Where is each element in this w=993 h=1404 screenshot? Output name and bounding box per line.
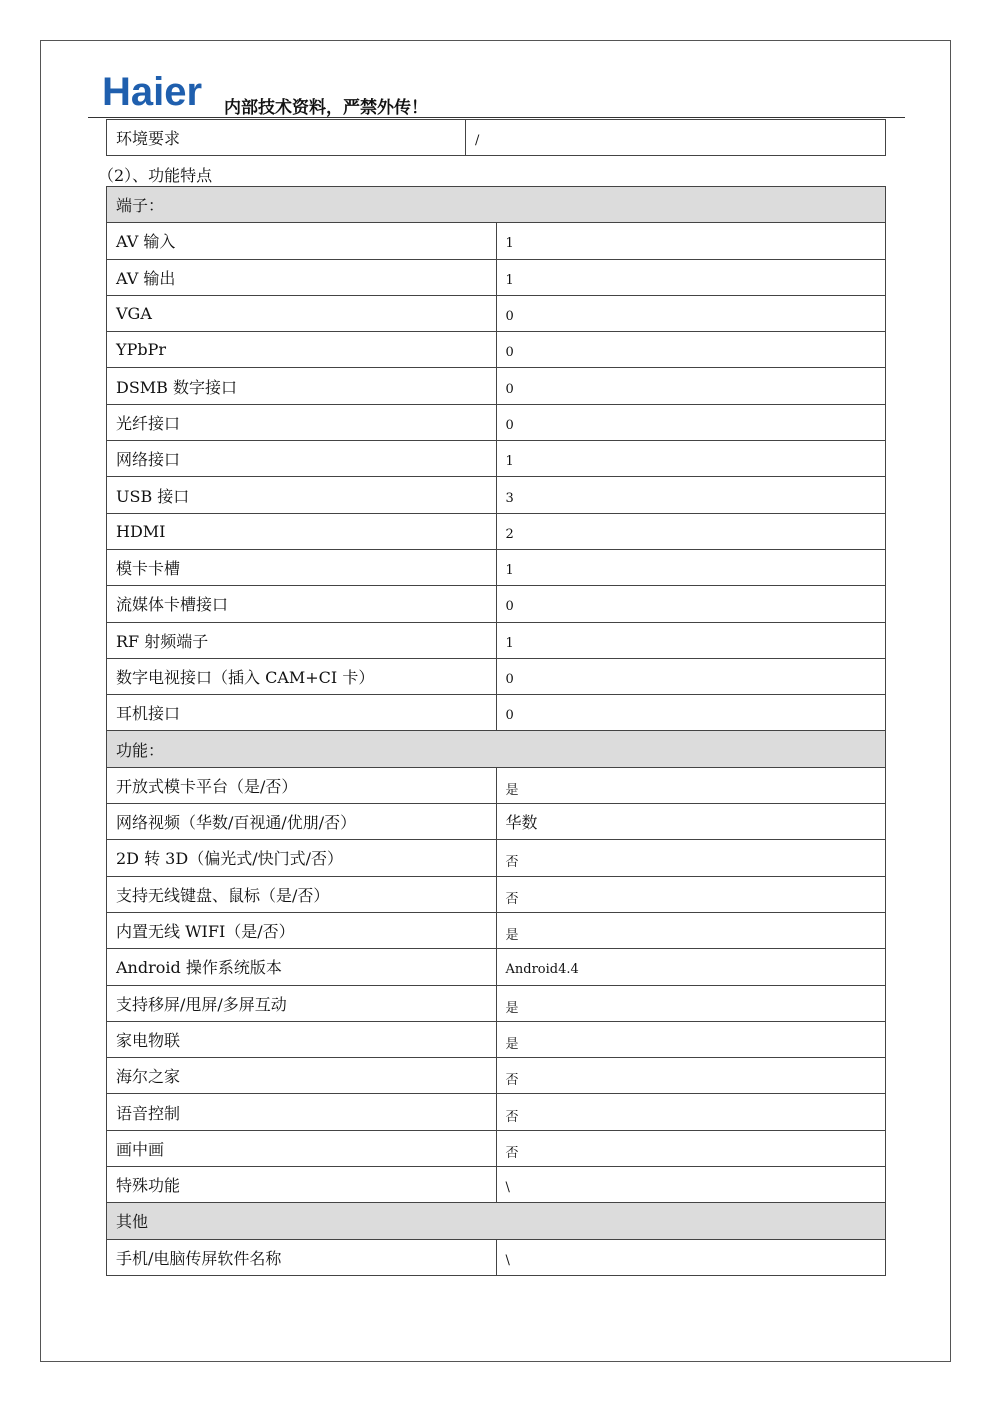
table-row bbox=[107, 767, 886, 803]
row-value: 1 bbox=[496, 223, 886, 259]
row-label: 流媒体卡槽接口 bbox=[107, 586, 497, 622]
group-title: 端子： bbox=[107, 187, 886, 223]
row-label: 模卡卡槽 bbox=[107, 549, 497, 585]
table-row bbox=[107, 876, 886, 912]
row-label: 耳机接口 bbox=[107, 695, 497, 731]
row-label: 2D 转 3D（偏光式/快门式/否） bbox=[107, 840, 497, 876]
table-row bbox=[107, 332, 886, 368]
haier-logo-text: Haier bbox=[102, 72, 203, 112]
row-value: 3 bbox=[496, 477, 886, 513]
row-value: \ bbox=[496, 1239, 886, 1275]
table-row bbox=[107, 223, 886, 259]
row-value: 是 bbox=[496, 1021, 886, 1057]
table-row bbox=[107, 477, 886, 513]
confidential-note: 内部技术资料，严禁外传！ bbox=[224, 98, 428, 118]
row-label: 开放式模卡平台（是/否） bbox=[107, 767, 497, 803]
feature-table bbox=[106, 186, 886, 1276]
table-row bbox=[107, 1130, 886, 1166]
row-label: YPbPr bbox=[107, 332, 497, 368]
row-value: 0 bbox=[496, 404, 886, 440]
row-value: 否 bbox=[496, 1058, 886, 1094]
group-title: 其他 bbox=[107, 1203, 886, 1239]
row-value: 否 bbox=[496, 1094, 886, 1130]
table-row bbox=[107, 658, 886, 694]
row-label: 手机/电脑传屏软件名称 bbox=[107, 1239, 497, 1275]
table-row bbox=[107, 404, 886, 440]
table-row bbox=[107, 1239, 886, 1275]
row-label: DSMB 数字接口 bbox=[107, 368, 497, 404]
row-value: 1 bbox=[496, 622, 886, 658]
group-header-row bbox=[107, 731, 886, 767]
table-row bbox=[107, 804, 886, 840]
table-row bbox=[107, 949, 886, 985]
table-row bbox=[107, 441, 886, 477]
section-title: （2）、功能特点 bbox=[98, 166, 213, 185]
row-label: AV 输入 bbox=[107, 223, 497, 259]
row-value: 1 bbox=[496, 259, 886, 295]
group-header-row bbox=[107, 1203, 886, 1239]
row-label: 家电物联 bbox=[107, 1021, 497, 1057]
row-label: 画中画 bbox=[107, 1130, 497, 1166]
table-row bbox=[107, 912, 886, 948]
row-value: 0 bbox=[496, 368, 886, 404]
row-label: HDMI bbox=[107, 513, 497, 549]
table-row bbox=[107, 695, 886, 731]
row-label: 语音控制 bbox=[107, 1094, 497, 1130]
row-label: 支持移屏/甩屏/多屏互动 bbox=[107, 985, 497, 1021]
table-row bbox=[107, 368, 886, 404]
table-row bbox=[107, 985, 886, 1021]
row-label: USB 接口 bbox=[107, 477, 497, 513]
table-row bbox=[107, 622, 886, 658]
row-label: Android 操作系统版本 bbox=[107, 949, 497, 985]
table-row bbox=[107, 1167, 886, 1203]
row-value: 否 bbox=[496, 1130, 886, 1166]
row-value: 0 bbox=[496, 332, 886, 368]
table-row bbox=[107, 295, 886, 331]
row-label: 海尔之家 bbox=[107, 1058, 497, 1094]
row-value: 0 bbox=[496, 295, 886, 331]
row-value: 否 bbox=[496, 876, 886, 912]
group-header-row bbox=[107, 187, 886, 223]
table-row bbox=[107, 513, 886, 549]
row-value: 2 bbox=[496, 513, 886, 549]
group-title: 功能： bbox=[107, 731, 886, 767]
row-value: 否 bbox=[496, 840, 886, 876]
row-value: 0 bbox=[496, 658, 886, 694]
table-row bbox=[107, 1058, 886, 1094]
environment-table bbox=[106, 119, 886, 156]
row-label: VGA bbox=[107, 295, 497, 331]
table-row bbox=[107, 1021, 886, 1057]
row-label: 环境要求 bbox=[107, 120, 466, 156]
table-row bbox=[107, 1094, 886, 1130]
table-row bbox=[107, 120, 886, 156]
table-row bbox=[107, 259, 886, 295]
row-label: RF 射频端子 bbox=[107, 622, 497, 658]
table-row bbox=[107, 840, 886, 876]
row-label: 特殊功能 bbox=[107, 1167, 497, 1203]
row-label: 网络视频（华数/百视通/优朋/否） bbox=[107, 804, 497, 840]
row-label: AV 输出 bbox=[107, 259, 497, 295]
row-value: 是 bbox=[496, 912, 886, 948]
row-label: 内置无线 WIFI（是/否） bbox=[107, 912, 497, 948]
row-value: 是 bbox=[496, 767, 886, 803]
row-value: \ bbox=[496, 1167, 886, 1203]
row-label: 数字电视接口（插入 CAM+CI 卡） bbox=[107, 658, 497, 694]
row-label: 支持无线键盘、鼠标（是/否） bbox=[107, 876, 497, 912]
table-row bbox=[107, 586, 886, 622]
row-value: 华数 bbox=[496, 804, 886, 840]
row-label: 光纤接口 bbox=[107, 404, 497, 440]
row-value: 是 bbox=[496, 985, 886, 1021]
row-value: 0 bbox=[496, 695, 886, 731]
haier-logo bbox=[102, 72, 214, 112]
row-value: 0 bbox=[496, 586, 886, 622]
row-value: / bbox=[466, 120, 886, 156]
row-value: 1 bbox=[496, 441, 886, 477]
header-rule bbox=[88, 117, 905, 118]
row-value: Android4.4 bbox=[496, 949, 886, 985]
table-row bbox=[107, 549, 886, 585]
row-value: 1 bbox=[496, 549, 886, 585]
row-label: 网络接口 bbox=[107, 441, 497, 477]
